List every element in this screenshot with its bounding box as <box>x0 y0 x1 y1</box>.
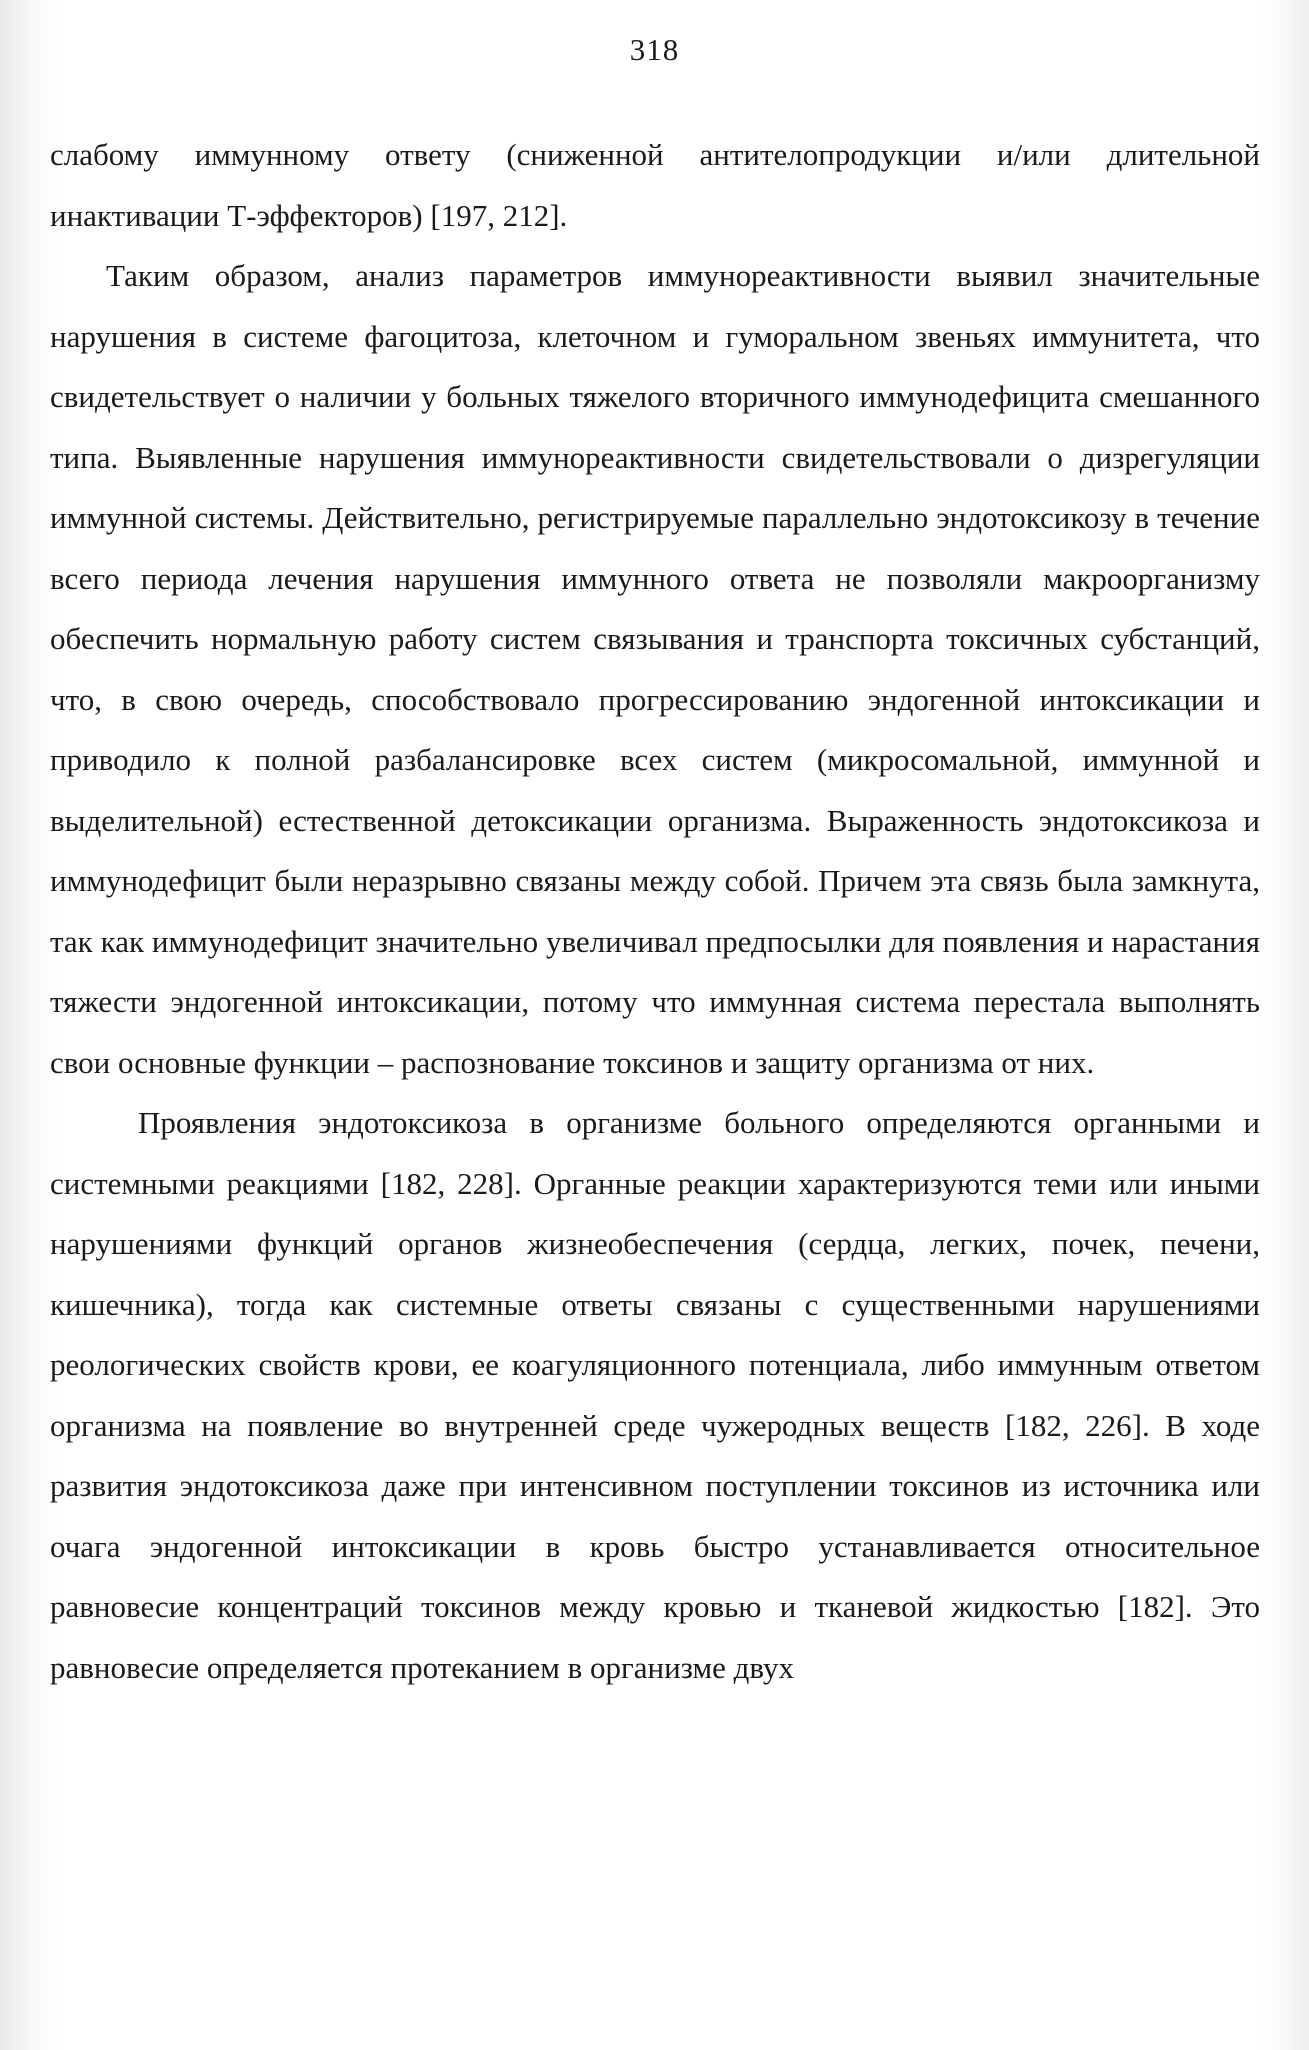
paragraph-endotoxicosis-manifestations: Проявления эндотоксикоза в организме больного определяются органными и системными реакциями [182, 228]. Органные реакции характеризуются теми или иными нарушениями функций органов жизнеобеспечения (сердца, легких, почек, печени, кишечника), тогда как системные ответы связаны с существенными нарушениями реологических свойств крови, ее коагуляционного потенциала, либо иммунным ответом организма на появление во внутренней среде чужеродных веществ [182, 226]. В ходе развития эндотоксикоза даже при интенсивном поступлении токсинов из источника или очага эндогенной интоксикации в кровь быстро устанавливается относительное равновесие концентраций токсинов между кровью и тканевой жидкостью [182]. Это равновесие определяется протеканием в организме двух <box>50 1105 1260 1685</box>
paragraph-immunoreactivity-summary: Таким образом, анализ параметров иммунореактивности выявил значительные нарушения в системе фагоцитоза, клеточном и гуморальном звеньях иммунитета, что свидетельствует о наличии у больных тяжелого вторичного иммунодефицита смешанного типа. Выявленные нарушения иммунореактивности свидетельствовали о дизрегуляции иммунной системы. Действительно, регистрируемые параллельно эндотоксикозу в течение всего периода лечения нарушения иммунного ответа не позволяли макроорганизму обеспечить нормальную работу систем связывания и транспорта токсичных субстанций, что, в свою очередь, способствовало прогрессированию эндогенной интоксикации и приводило к полной разбалансировке всех систем (микросомальной, иммунной и выделительной) естественной детоксикации организма. Выраженность эндотоксикоза и иммунодефицит были неразрывно связаны между собой. Причем эта связь была замкнута, так как иммунодефицит значительно увеличивал предпосылки для появления и нарастания тяжести эндогенной интоксикации, потому что иммунная система перестала выполнять свои основные функции – распознование токсинов и защиту организма от них. <box>50 258 1260 1080</box>
page-number: 318 <box>629 32 680 67</box>
paragraph-continuation: слабому иммунному ответу (сниженной антителопродукции и/или длительной инактивации Т-эффекторов) [197, 212]. <box>50 137 1260 233</box>
body-text <box>50 125 1260 1698</box>
